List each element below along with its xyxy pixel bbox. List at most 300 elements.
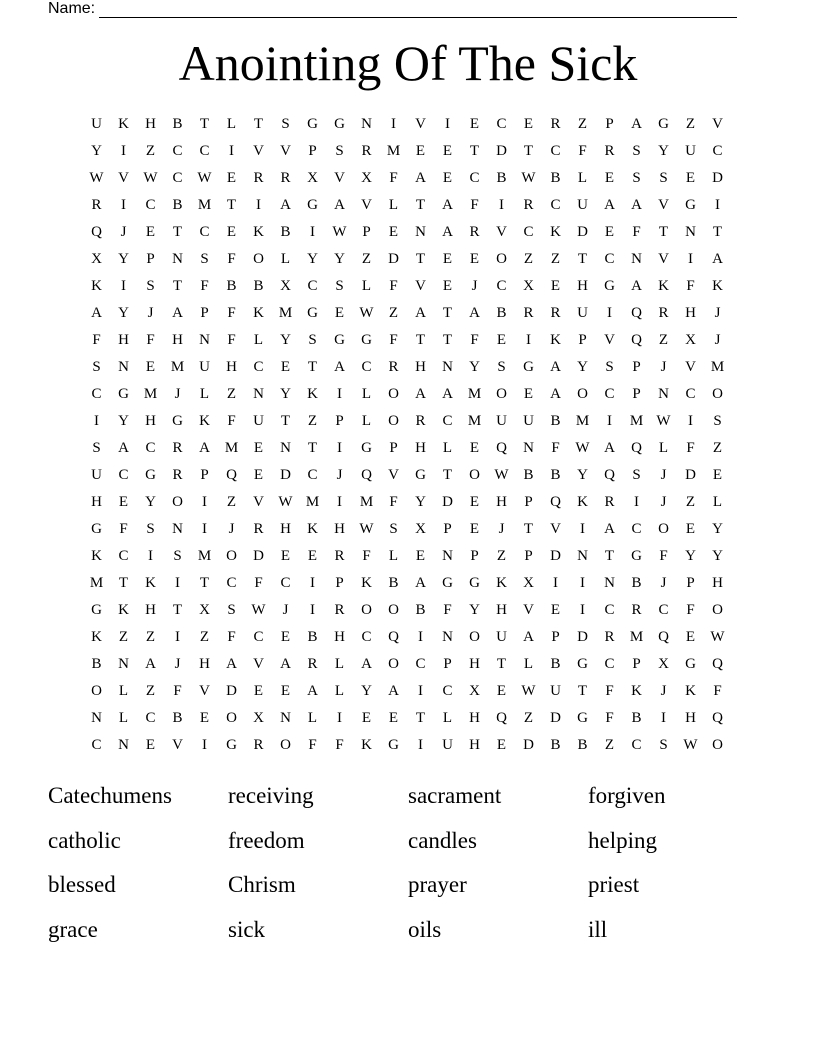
grid-letter[interactable]: A	[172, 305, 183, 321]
grid-letter[interactable]: X	[307, 170, 318, 186]
grid-letter[interactable]: S	[632, 170, 641, 186]
grid-letter[interactable]: N	[442, 359, 453, 375]
grid-letter[interactable]: P	[146, 251, 155, 267]
grid-letter[interactable]: G	[577, 710, 588, 726]
grid-letter[interactable]: Y	[469, 359, 480, 375]
grid-letter[interactable]: E	[334, 305, 345, 321]
grid-letter[interactable]: T	[415, 710, 426, 726]
grid-letter[interactable]: C	[712, 143, 723, 159]
grid-letter[interactable]: Z	[226, 386, 237, 402]
grid-letter[interactable]: F	[254, 575, 263, 591]
grid-letter[interactable]: Z	[604, 737, 615, 753]
grid-letter[interactable]: G	[631, 548, 642, 564]
grid-letter[interactable]: X	[361, 170, 372, 186]
grid-letter[interactable]: K	[118, 602, 129, 618]
grid-letter[interactable]: I	[202, 494, 207, 510]
grid-letter[interactable]: L	[307, 710, 318, 726]
grid-letter[interactable]: C	[415, 656, 426, 672]
grid-letter[interactable]: V	[712, 116, 723, 132]
grid-letter[interactable]: S	[659, 737, 668, 753]
grid-letter[interactable]: C	[550, 143, 561, 159]
grid-letter[interactable]: G	[361, 332, 372, 348]
grid-letter[interactable]: T	[172, 224, 183, 240]
grid-letter[interactable]: B	[550, 656, 561, 672]
grid-letter[interactable]: L	[442, 710, 453, 726]
grid-letter[interactable]: N	[442, 548, 453, 564]
grid-letter[interactable]: Z	[523, 710, 534, 726]
grid-letter[interactable]: I	[202, 521, 207, 537]
grid-letter[interactable]: L	[388, 197, 399, 213]
grid-letter[interactable]: E	[469, 440, 480, 456]
grid-letter[interactable]: I	[148, 548, 153, 564]
grid-letter[interactable]: M	[710, 359, 725, 375]
grid-letter[interactable]: P	[200, 305, 209, 321]
grid-letter[interactable]: Q	[658, 629, 669, 645]
grid-letter[interactable]: O	[469, 629, 480, 645]
grid-letter[interactable]: Y	[307, 251, 318, 267]
grid-letter[interactable]: R	[658, 305, 669, 321]
grid-letter[interactable]: I	[202, 737, 207, 753]
grid-letter[interactable]: T	[604, 548, 615, 564]
grid-letter[interactable]: T	[577, 683, 588, 699]
grid-letter[interactable]: K	[307, 386, 318, 402]
grid-letter[interactable]: R	[388, 359, 399, 375]
grid-letter[interactable]: W	[683, 737, 698, 753]
grid-letter[interactable]: Y	[145, 494, 156, 510]
grid-letter[interactable]: R	[604, 494, 615, 510]
grid-letter[interactable]: R	[334, 548, 345, 564]
grid-letter[interactable]: P	[308, 143, 317, 159]
grid-letter[interactable]: K	[550, 224, 561, 240]
grid-letter[interactable]: O	[712, 386, 723, 402]
grid-letter[interactable]: Q	[712, 656, 723, 672]
grid-letter[interactable]: Z	[118, 629, 129, 645]
grid-letter[interactable]: S	[281, 116, 290, 132]
grid-letter[interactable]: A	[280, 656, 291, 672]
grid-letter[interactable]: Z	[658, 332, 669, 348]
grid-letter[interactable]: S	[308, 332, 317, 348]
grid-letter[interactable]: G	[334, 116, 345, 132]
grid-letter[interactable]: T	[280, 413, 291, 429]
grid-letter[interactable]: A	[118, 440, 129, 456]
grid-letter[interactable]: K	[253, 224, 264, 240]
grid-letter[interactable]: E	[442, 278, 453, 294]
grid-letter[interactable]: C	[631, 521, 642, 537]
grid-letter[interactable]: A	[361, 656, 372, 672]
grid-letter[interactable]: E	[307, 548, 318, 564]
grid-letter[interactable]: R	[307, 656, 318, 672]
grid-letter[interactable]: I	[94, 413, 99, 429]
grid-letter[interactable]: C	[550, 197, 561, 213]
grid-letter[interactable]: U	[442, 737, 453, 753]
grid-letter[interactable]: N	[415, 224, 426, 240]
grid-letter[interactable]: I	[688, 413, 693, 429]
grid-letter[interactable]: H	[334, 521, 345, 537]
grid-letter[interactable]: S	[659, 170, 668, 186]
grid-letter[interactable]: B	[550, 737, 561, 753]
grid-letter[interactable]: T	[118, 575, 129, 591]
grid-letter[interactable]: I	[715, 197, 720, 213]
grid-letter[interactable]: P	[686, 575, 695, 591]
grid-letter[interactable]: G	[685, 656, 696, 672]
grid-letter[interactable]: O	[496, 251, 507, 267]
grid-letter[interactable]: F	[470, 332, 479, 348]
grid-letter[interactable]: A	[712, 251, 723, 267]
grid-letter[interactable]: I	[121, 278, 126, 294]
grid-letter[interactable]: W	[332, 224, 347, 240]
grid-letter[interactable]: B	[550, 413, 561, 429]
grid-letter[interactable]: F	[362, 548, 371, 564]
grid-letter[interactable]: L	[118, 683, 129, 699]
grid-letter[interactable]: I	[499, 197, 504, 213]
grid-letter[interactable]: O	[577, 386, 588, 402]
grid-letter[interactable]: E	[442, 170, 453, 186]
grid-letter[interactable]: O	[172, 494, 183, 510]
grid-letter[interactable]: E	[685, 521, 696, 537]
grid-letter[interactable]: K	[91, 548, 102, 564]
grid-letter[interactable]: T	[442, 332, 453, 348]
grid-letter[interactable]: O	[388, 386, 399, 402]
grid-letter[interactable]: H	[145, 116, 156, 132]
grid-letter[interactable]: E	[253, 467, 264, 483]
grid-letter[interactable]: S	[173, 548, 182, 564]
grid-letter[interactable]: M	[386, 143, 401, 159]
grid-letter[interactable]: W	[359, 305, 374, 321]
grid-letter[interactable]: M	[467, 386, 482, 402]
grid-letter[interactable]: A	[415, 305, 426, 321]
grid-letter[interactable]: T	[658, 224, 669, 240]
grid-letter[interactable]: A	[91, 305, 102, 321]
grid-letter[interactable]: V	[388, 467, 399, 483]
grid-letter[interactable]: H	[334, 629, 345, 645]
grid-letter[interactable]: W	[521, 683, 536, 699]
grid-letter[interactable]: G	[307, 116, 318, 132]
grid-letter[interactable]: W	[143, 170, 158, 186]
grid-letter[interactable]: H	[226, 359, 237, 375]
grid-letter[interactable]: A	[226, 656, 237, 672]
grid-letter[interactable]: I	[256, 197, 261, 213]
grid-letter[interactable]: B	[307, 629, 318, 645]
grid-letter[interactable]: G	[658, 116, 669, 132]
grid-letter[interactable]: C	[361, 629, 372, 645]
grid-letter[interactable]: P	[632, 386, 641, 402]
grid-letter[interactable]: E	[523, 116, 534, 132]
grid-letter[interactable]: Y	[685, 548, 696, 564]
grid-letter[interactable]: W	[710, 629, 725, 645]
grid-letter[interactable]: M	[467, 413, 482, 429]
grid-letter[interactable]: V	[253, 143, 264, 159]
grid-letter[interactable]: T	[253, 116, 264, 132]
grid-letter[interactable]: K	[361, 737, 372, 753]
grid-letter[interactable]: A	[145, 656, 156, 672]
grid-letter[interactable]: R	[253, 521, 264, 537]
grid-letter[interactable]: N	[280, 710, 291, 726]
grid-letter[interactable]: I	[553, 575, 558, 591]
grid-letter[interactable]: P	[335, 413, 344, 429]
grid-letter[interactable]: F	[632, 224, 641, 240]
grid-letter[interactable]: Z	[145, 629, 156, 645]
grid-letter[interactable]: P	[632, 656, 641, 672]
grid-letter[interactable]: Y	[280, 386, 291, 402]
grid-letter[interactable]: E	[253, 683, 264, 699]
grid-letter[interactable]: B	[550, 170, 561, 186]
grid-letter[interactable]: C	[442, 683, 453, 699]
grid-letter[interactable]: V	[172, 737, 183, 753]
grid-letter[interactable]: B	[577, 737, 588, 753]
grid-letter[interactable]: C	[199, 143, 210, 159]
grid-letter[interactable]: T	[469, 143, 480, 159]
grid-letter[interactable]: P	[605, 116, 614, 132]
grid-letter[interactable]: J	[471, 278, 478, 294]
grid-letter[interactable]: E	[415, 143, 426, 159]
grid-letter[interactable]: K	[550, 332, 561, 348]
grid-letter[interactable]: T	[712, 224, 723, 240]
grid-letter[interactable]: Y	[658, 143, 669, 159]
grid-letter[interactable]: Y	[577, 467, 588, 483]
grid-letter[interactable]: L	[361, 278, 372, 294]
grid-letter[interactable]: N	[118, 359, 129, 375]
grid-letter[interactable]: H	[145, 602, 156, 618]
grid-letter[interactable]: Q	[712, 710, 723, 726]
grid-letter[interactable]: Q	[631, 305, 642, 321]
grid-letter[interactable]: V	[415, 278, 426, 294]
grid-letter[interactable]: E	[496, 332, 507, 348]
grid-letter[interactable]: C	[145, 197, 156, 213]
grid-letter[interactable]: F	[227, 305, 236, 321]
grid-letter[interactable]: E	[712, 467, 723, 483]
grid-letter[interactable]: Y	[334, 251, 345, 267]
grid-letter[interactable]: C	[118, 467, 129, 483]
grid-letter[interactable]: R	[334, 602, 345, 618]
grid-letter[interactable]: X	[415, 521, 426, 537]
grid-letter[interactable]: E	[685, 629, 696, 645]
grid-letter[interactable]: J	[660, 494, 667, 510]
grid-letter[interactable]: P	[524, 548, 533, 564]
grid-letter[interactable]: F	[173, 683, 182, 699]
grid-letter[interactable]: X	[253, 710, 264, 726]
grid-letter[interactable]: I	[445, 116, 450, 132]
grid-letter[interactable]: K	[361, 575, 372, 591]
grid-letter[interactable]: O	[712, 737, 723, 753]
grid-letter[interactable]: G	[577, 656, 588, 672]
grid-letter[interactable]: L	[334, 656, 345, 672]
grid-letter[interactable]: A	[442, 386, 453, 402]
grid-letter[interactable]: R	[361, 143, 372, 159]
grid-letter[interactable]: L	[253, 332, 264, 348]
grid-letter[interactable]: O	[280, 737, 291, 753]
grid-letter[interactable]: X	[469, 683, 480, 699]
grid-letter[interactable]: A	[631, 197, 642, 213]
grid-letter[interactable]: E	[469, 521, 480, 537]
grid-letter[interactable]: T	[496, 656, 507, 672]
grid-letter[interactable]: E	[280, 548, 291, 564]
grid-letter[interactable]: P	[335, 575, 344, 591]
grid-letter[interactable]: D	[253, 548, 264, 564]
grid-letter[interactable]: Z	[145, 143, 156, 159]
grid-letter[interactable]: F	[389, 332, 398, 348]
grid-letter[interactable]: T	[226, 197, 237, 213]
grid-letter[interactable]: I	[337, 440, 342, 456]
grid-letter[interactable]: L	[118, 710, 129, 726]
grid-letter[interactable]: V	[334, 170, 345, 186]
grid-letter[interactable]: R	[631, 602, 642, 618]
grid-letter[interactable]: N	[604, 575, 615, 591]
grid-letter[interactable]: B	[253, 278, 264, 294]
grid-letter[interactable]: K	[145, 575, 156, 591]
grid-letter[interactable]: R	[253, 737, 264, 753]
grid-letter[interactable]: L	[388, 548, 399, 564]
grid-letter[interactable]: A	[388, 683, 399, 699]
grid-letter[interactable]: J	[336, 467, 343, 483]
grid-letter[interactable]: W	[359, 521, 374, 537]
grid-letter[interactable]: C	[361, 359, 372, 375]
grid-letter[interactable]: C	[631, 737, 642, 753]
grid-letter[interactable]: U	[496, 629, 507, 645]
grid-letter[interactable]: C	[658, 602, 669, 618]
grid-letter[interactable]: O	[496, 386, 507, 402]
grid-letter[interactable]: D	[685, 467, 696, 483]
grid-letter[interactable]: P	[362, 224, 371, 240]
grid-letter[interactable]: V	[118, 170, 129, 186]
grid-letter[interactable]: B	[496, 305, 507, 321]
grid-letter[interactable]: J	[120, 224, 127, 240]
grid-letter[interactable]: M	[197, 197, 212, 213]
grid-letter[interactable]: C	[172, 170, 183, 186]
grid-letter[interactable]: F	[335, 737, 344, 753]
grid-letter[interactable]: W	[656, 413, 671, 429]
grid-letter[interactable]: Z	[226, 494, 237, 510]
grid-letter[interactable]: S	[227, 602, 236, 618]
grid-letter[interactable]: W	[251, 602, 266, 618]
grid-letter[interactable]: M	[359, 494, 374, 510]
grid-letter[interactable]: C	[91, 737, 102, 753]
grid-letter[interactable]: F	[389, 278, 398, 294]
grid-letter[interactable]: E	[199, 710, 210, 726]
grid-letter[interactable]: F	[605, 683, 614, 699]
grid-letter[interactable]: G	[469, 575, 480, 591]
grid-letter[interactable]: D	[226, 683, 237, 699]
grid-letter[interactable]: B	[172, 197, 183, 213]
grid-letter[interactable]: I	[580, 521, 585, 537]
grid-letter[interactable]: N	[523, 440, 534, 456]
grid-letter[interactable]: X	[685, 332, 696, 348]
grid-letter[interactable]: C	[469, 170, 480, 186]
grid-letter[interactable]: N	[118, 656, 129, 672]
grid-letter[interactable]: Z	[199, 629, 210, 645]
grid-letter[interactable]: Y	[91, 143, 102, 159]
grid-letter[interactable]: M	[224, 440, 239, 456]
grid-letter[interactable]: J	[660, 575, 667, 591]
grid-letter[interactable]: G	[334, 332, 345, 348]
grid-letter[interactable]: E	[469, 116, 480, 132]
grid-letter[interactable]: F	[119, 521, 128, 537]
grid-letter[interactable]: H	[118, 332, 129, 348]
grid-letter[interactable]: P	[389, 440, 398, 456]
grid-letter[interactable]: G	[361, 440, 372, 456]
grid-letter[interactable]: I	[688, 251, 693, 267]
grid-letter[interactable]: E	[550, 278, 561, 294]
grid-letter[interactable]: Q	[91, 224, 102, 240]
grid-letter[interactable]: Z	[685, 116, 696, 132]
grid-letter[interactable]: L	[280, 251, 291, 267]
grid-letter[interactable]: P	[443, 521, 452, 537]
grid-letter[interactable]: S	[92, 359, 101, 375]
grid-letter[interactable]: C	[604, 656, 615, 672]
grid-letter[interactable]: F	[443, 602, 452, 618]
grid-letter[interactable]: A	[415, 386, 426, 402]
grid-letter[interactable]: Z	[145, 683, 156, 699]
grid-letter[interactable]: G	[604, 278, 615, 294]
grid-letter[interactable]: R	[604, 629, 615, 645]
grid-letter[interactable]: R	[172, 440, 183, 456]
grid-letter[interactable]: Z	[388, 305, 399, 321]
grid-letter[interactable]: F	[713, 683, 722, 699]
grid-letter[interactable]: K	[712, 278, 723, 294]
grid-letter[interactable]: U	[91, 467, 102, 483]
grid-letter[interactable]: E	[442, 251, 453, 267]
grid-letter[interactable]: K	[91, 278, 102, 294]
grid-letter[interactable]: V	[280, 143, 291, 159]
grid-letter[interactable]: V	[361, 197, 372, 213]
grid-letter[interactable]: I	[310, 575, 315, 591]
grid-letter[interactable]: S	[632, 143, 641, 159]
grid-letter[interactable]: S	[605, 359, 614, 375]
grid-letter[interactable]: Q	[496, 710, 507, 726]
grid-letter[interactable]: J	[498, 521, 505, 537]
grid-letter[interactable]: S	[389, 521, 398, 537]
grid-letter[interactable]: O	[388, 656, 399, 672]
grid-letter[interactable]: D	[523, 737, 534, 753]
grid-letter[interactable]: U	[91, 116, 102, 132]
grid-letter[interactable]: F	[470, 197, 479, 213]
grid-letter[interactable]: R	[280, 170, 291, 186]
grid-letter[interactable]: Y	[118, 305, 129, 321]
grid-letter[interactable]: C	[280, 575, 291, 591]
grid-letter[interactable]: O	[388, 602, 399, 618]
grid-letter[interactable]: M	[197, 548, 212, 564]
grid-letter[interactable]: V	[253, 656, 264, 672]
grid-letter[interactable]: I	[607, 413, 612, 429]
grid-letter[interactable]: Y	[577, 359, 588, 375]
grid-letter[interactable]: H	[577, 278, 588, 294]
grid-letter[interactable]: N	[658, 386, 669, 402]
grid-letter[interactable]: C	[145, 710, 156, 726]
grid-letter[interactable]: B	[496, 170, 507, 186]
grid-letter[interactable]: K	[577, 494, 588, 510]
grid-letter[interactable]: T	[442, 467, 453, 483]
grid-letter[interactable]: H	[172, 332, 183, 348]
name-blank-line[interactable]	[99, 2, 737, 18]
grid-letter[interactable]: A	[415, 575, 426, 591]
grid-letter[interactable]: H	[496, 494, 507, 510]
grid-letter[interactable]: H	[469, 656, 480, 672]
grid-letter[interactable]: D	[496, 143, 507, 159]
grid-letter[interactable]: D	[577, 629, 588, 645]
grid-letter[interactable]: V	[199, 683, 210, 699]
grid-letter[interactable]: N	[118, 737, 129, 753]
grid-letter[interactable]: F	[308, 737, 317, 753]
grid-letter[interactable]: E	[280, 629, 291, 645]
grid-letter[interactable]: A	[199, 440, 210, 456]
grid-letter[interactable]: I	[418, 629, 423, 645]
grid-letter[interactable]: R	[604, 143, 615, 159]
grid-letter[interactable]: C	[523, 224, 534, 240]
grid-letter[interactable]: Z	[550, 251, 561, 267]
grid-letter[interactable]: H	[199, 656, 210, 672]
grid-letter[interactable]: O	[388, 413, 399, 429]
grid-letter[interactable]: H	[712, 575, 723, 591]
grid-letter[interactable]: E	[145, 737, 156, 753]
